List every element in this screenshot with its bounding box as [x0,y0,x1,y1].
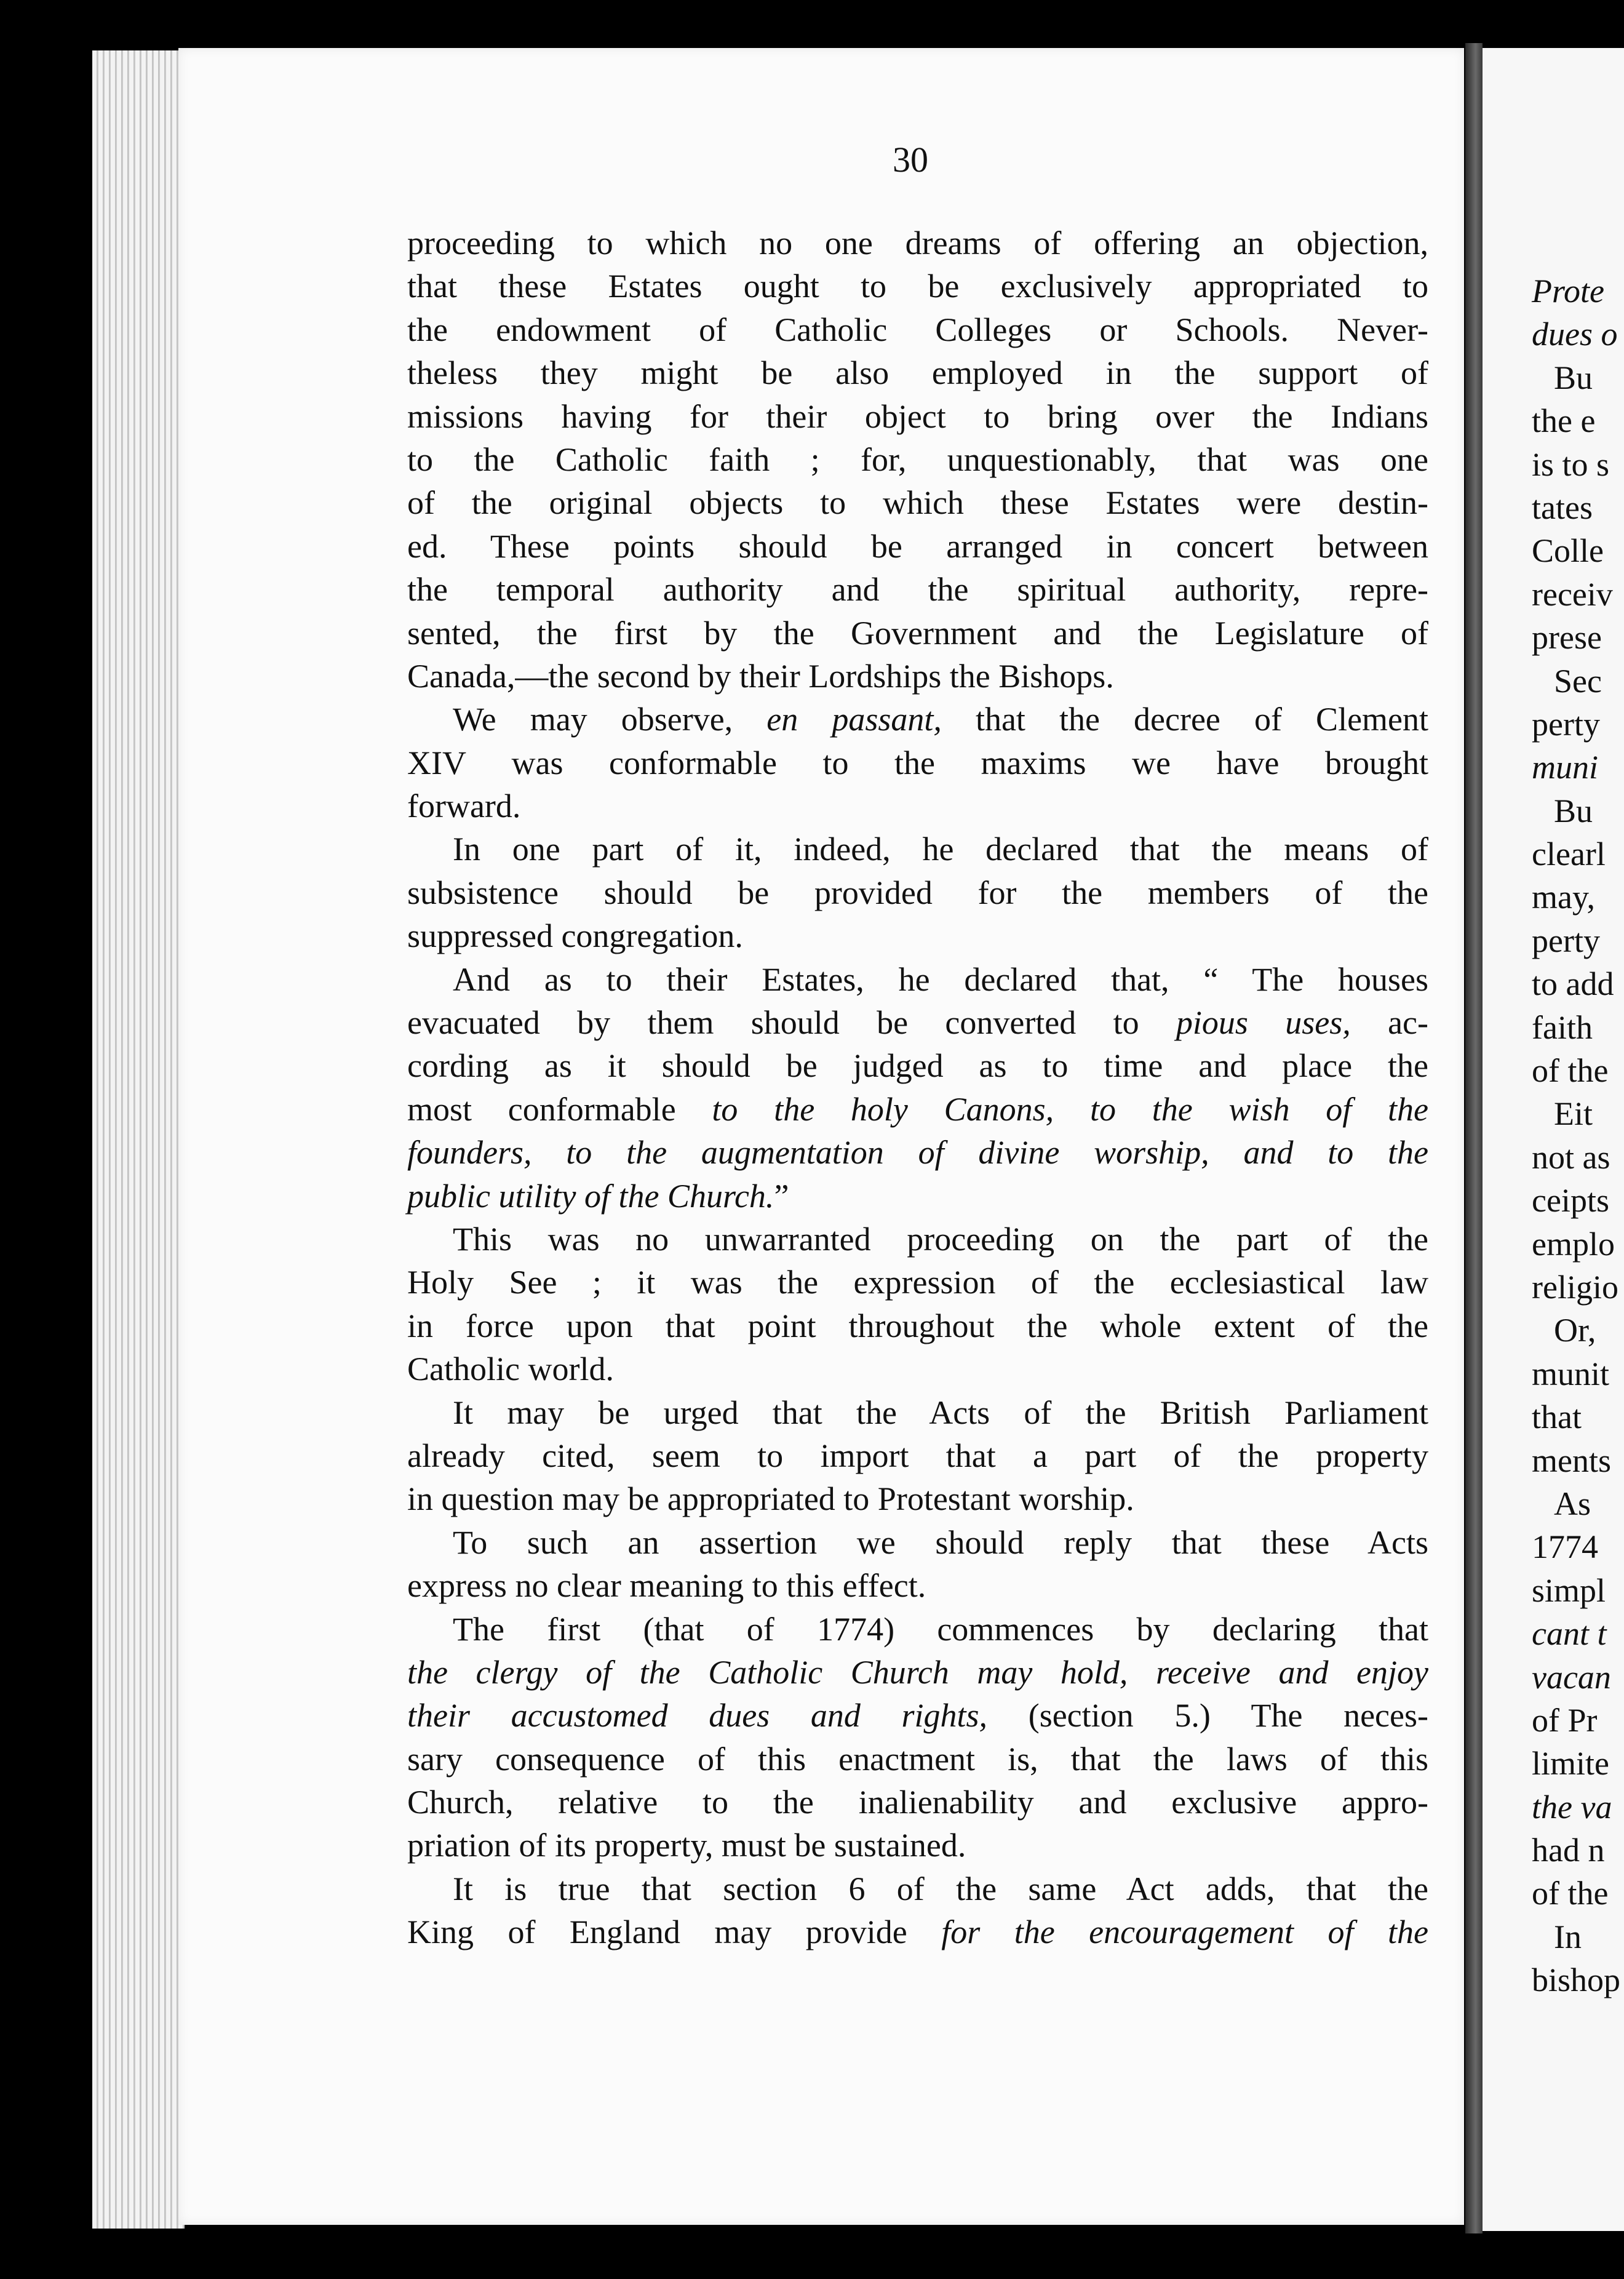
italic-run: vacan [1532,1658,1611,1696]
text-run: sented, the first by the Government and the Legislature of [407,614,1428,652]
text-run: To such an assertion we should reply that these Acts [453,1523,1428,1561]
italic-run: Prote [1532,273,1604,309]
text-run: King of England may provide [407,1914,942,1951]
right-page-text [1532,269,1624,2002]
text-line [407,741,1428,784]
text-run: The first (that of 1774) commences by declaring that [453,1610,1428,1648]
text-run: perty [1532,922,1600,959]
text-line [407,1867,1428,1910]
text-line [407,265,1428,308]
text-run: Catholic world. [407,1351,614,1388]
text-line [407,525,1428,568]
text-run: Church, relative to the inalienability and exclusive appro- [407,1784,1428,1821]
text-run: In [1554,1918,1582,1955]
text-run: ac- [1350,1004,1429,1042]
text-run: clearl [1532,836,1606,873]
text-line [407,1391,1428,1434]
right-page-line [1532,443,1624,486]
italic-run: public utility of the Church. [407,1177,774,1215]
text-run: may, [1532,879,1595,916]
text-line [407,568,1428,611]
text-line [407,1131,1428,1174]
text-run: limite [1532,1745,1609,1782]
text-run: is to s [1532,445,1610,483]
text-run: prese [1532,619,1602,657]
text-run: ments [1532,1442,1611,1479]
text-line [407,351,1428,394]
right-page-line [1532,1872,1624,1915]
text-run: express no clear meaning to this effect. [407,1567,926,1605]
text-line [407,1651,1428,1694]
text-line [407,481,1428,524]
right-page-line [1532,876,1624,919]
right-page-line [1532,269,1624,313]
right-page-line [1532,1482,1624,1525]
text-line [407,438,1428,481]
text-run: of the original objects to which these Estates were destin- [407,484,1428,522]
text-run: (section 5.) The neces- [987,1697,1428,1734]
right-page-line [1532,962,1624,1005]
text-line [407,871,1428,914]
text-run: ” [774,1177,789,1215]
text-run: had n [1532,1832,1605,1869]
text-line [407,1738,1428,1781]
text-run: cording as it should be judged as to time and place the [407,1047,1428,1085]
text-run: Eit [1554,1095,1593,1133]
italic-run: the clergy of the Catholic Church may hold, receive and enjoy [407,1653,1428,1691]
text-run: missions having for their object to bring over the Indians [407,397,1428,435]
text-run: It may be urged that the Acts of the British Parliament [453,1394,1428,1431]
text-line [407,1824,1428,1867]
right-page-line [1532,1439,1624,1482]
right-page-line [1532,1179,1624,1222]
italic-run: dues o [1532,316,1618,353]
text-run: emplo [1532,1225,1615,1263]
right-page-line [1532,1915,1624,1958]
italic-run: for the encouragement of the [941,1914,1428,1951]
text-run: Colle [1532,532,1604,570]
right-page-line [1532,573,1624,616]
text-run: the endowment of Catholic Colleges or Schools. Never- [407,311,1428,348]
text-run: Holy See ; it was the expression of the ecclesiastical law [407,1264,1428,1301]
text-line [407,1175,1428,1218]
right-page-line [1532,356,1624,399]
text-run: in question may be appropriated to Protestant worship. [407,1480,1134,1518]
text-run: ed. These points should be arranged in concert between [407,527,1428,565]
book-gutter [1465,43,1483,2233]
page-stack-edges [92,50,185,2229]
right-page-line [1532,1656,1624,1699]
text-run: perty [1532,705,1600,743]
italic-run: founders, to the augmentation of divine worship, and to the [407,1134,1428,1171]
text-run: of the [1532,1875,1609,1912]
right-page-line [1532,1352,1624,1395]
text-run: ceipts [1532,1182,1609,1219]
text-run: Bu [1554,359,1593,396]
right-page-line [1532,1786,1624,1829]
right-page-line [1532,919,1624,962]
text-run: sary consequence of this enactment is, that the laws of this [407,1740,1428,1778]
text-run: to the Catholic faith ; for, unquestionably, that was one [407,441,1428,478]
text-line [407,655,1428,698]
text-run: of Pr [1532,1701,1598,1739]
text-run: Canada,—the second by their Lordships the Bishops. [407,657,1114,695]
text-run: receiv [1532,575,1613,613]
page-body-text [407,222,1428,1954]
text-line [407,1434,1428,1477]
text-run: priation of its property, must be sustained. [407,1827,966,1864]
text-line [407,308,1428,351]
text-run: in force upon that point throughout the whole extent of the [407,1307,1428,1344]
right-page-line [1532,486,1624,529]
text-line [407,1521,1428,1564]
text-line [407,1910,1428,1954]
italic-run: their accustomed dues and rights, [407,1697,988,1734]
text-line [407,1044,1428,1087]
text-run: Sec [1554,662,1602,700]
right-page-line [1532,832,1624,876]
text-run: evacuated by them should be converted to [407,1004,1176,1042]
right-page-line [1532,1006,1624,1049]
text-line [407,1088,1428,1131]
right-page-line [1532,1958,1624,2002]
text-line [407,1694,1428,1737]
right-page-line [1532,1612,1624,1655]
text-run: of the [1532,1052,1609,1090]
text-line [407,1304,1428,1347]
right-page-line [1532,1309,1624,1352]
italic-run: pious uses, [1176,1004,1351,1042]
text-run: suppressed congregation. [407,917,743,955]
text-run: 1774 [1532,1528,1598,1566]
right-page-line [1532,399,1624,442]
right-page-line [1532,1092,1624,1135]
italic-run: muni [1532,749,1598,786]
text-run: As [1554,1485,1591,1522]
text-run: forward. [407,788,521,825]
page-number: 30 [893,140,928,180]
text-line [407,958,1428,1001]
right-page-line [1532,616,1624,659]
text-run: already cited, seem to import that a part of the property [407,1437,1428,1474]
right-page-line [1532,1266,1624,1309]
italic-run: to the holy Canons, to the wish of the [712,1090,1428,1128]
text-line [407,1477,1428,1520]
text-run: We may observe, [453,701,767,738]
text-run: It is true that section 6 of the same Act adds, that the [453,1870,1428,1907]
text-run: tates [1532,489,1593,526]
text-run: subsistence should be provided for the members of the [407,874,1428,911]
text-run: religio [1532,1268,1618,1306]
right-page-line [1532,660,1624,703]
right-page-line [1532,1742,1624,1785]
text-run: the temporal authority and the spiritual authority, repre- [407,571,1428,609]
italic-run: cant t [1532,1615,1607,1653]
text-line [407,1261,1428,1304]
text-run: that these Estates ought to be exclusively appropriated to [407,268,1428,305]
text-run: This was no unwarranted proceeding on the part of the [453,1220,1428,1258]
text-run: not as [1532,1138,1610,1176]
book-page-right [1483,48,1624,2231]
text-line [407,1218,1428,1261]
text-line [407,828,1428,871]
text-run: that the decree of Clement [941,701,1429,738]
text-line [407,1608,1428,1651]
text-run: simpl [1532,1571,1606,1609]
right-page-line [1532,1223,1624,1266]
right-page-line [1532,1829,1624,1872]
right-page-line [1532,1525,1624,1568]
italic-run: the va [1532,1788,1612,1826]
text-line [407,1347,1428,1391]
right-page-line [1532,313,1624,356]
right-page-line [1532,746,1624,789]
text-line [407,1564,1428,1607]
text-line [407,395,1428,438]
text-line [407,1001,1428,1044]
text-run: Bu [1554,792,1593,829]
text-line [407,222,1428,265]
text-line [407,698,1428,741]
text-line [407,914,1428,957]
text-run: XIV was conformable to the maxims we have brought [407,744,1428,781]
right-page-line [1532,703,1624,746]
text-run: that [1532,1399,1582,1436]
right-page-line [1532,789,1624,832]
text-run: to add [1532,965,1614,1003]
right-page-line [1532,1136,1624,1179]
text-run: And as to their Estates, he declared that, “ The houses [453,960,1428,998]
text-run: proceeding to which no one dreams of offering an objection, [407,225,1428,261]
text-run: bishop [1532,1962,1621,1999]
text-run: the e [1532,402,1596,440]
right-page-line [1532,1395,1624,1439]
text-line [407,612,1428,655]
text-run: Or, [1554,1312,1596,1349]
text-run: In one part of it, indeed, he declared that the means of [453,831,1428,868]
right-page-line [1532,529,1624,572]
text-line [407,1781,1428,1824]
right-page-line [1532,1569,1624,1612]
text-line [407,784,1428,828]
text-run: theless they might be also employed in the support of [407,354,1428,392]
right-page-line [1532,1699,1624,1742]
italic-run: en passant, [766,701,942,738]
text-run: munit [1532,1355,1610,1392]
text-run: faith [1532,1008,1593,1046]
right-page-line [1532,1049,1624,1092]
text-run: most conformable [407,1090,712,1128]
